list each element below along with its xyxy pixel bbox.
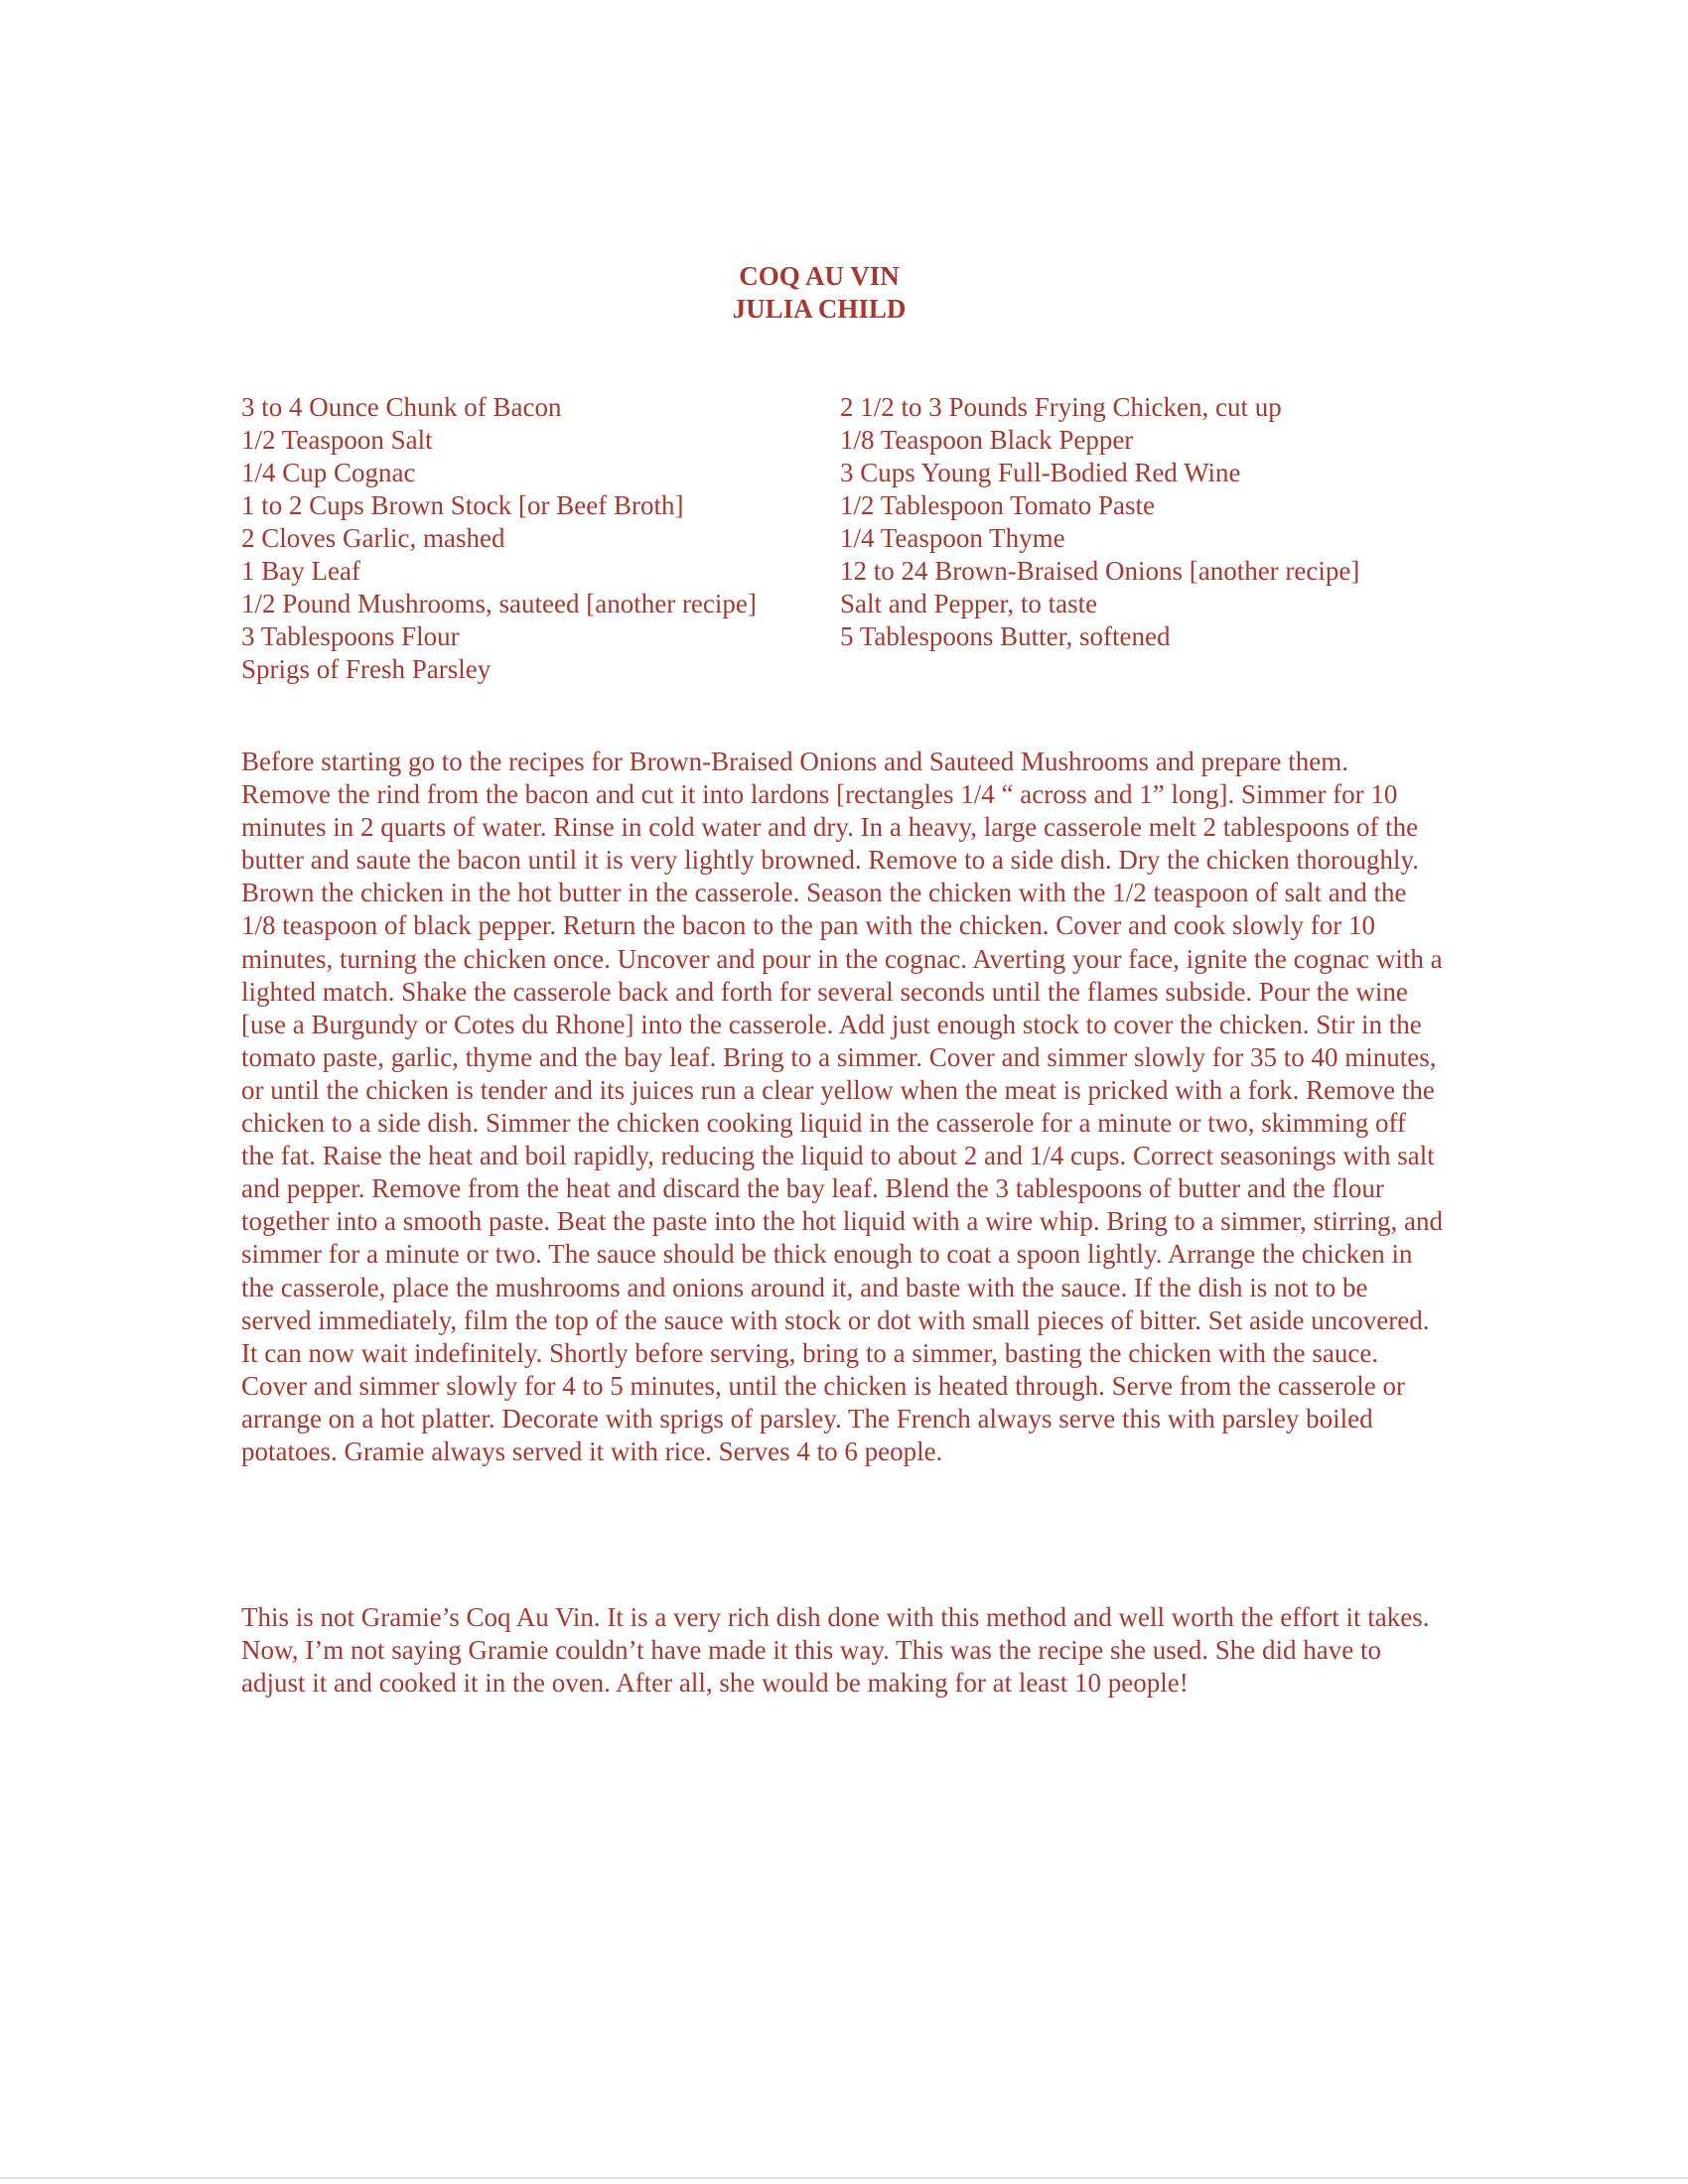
ingredient-item: 1 to 2 Cups Brown Stock [or Beef Broth] (241, 490, 684, 520)
ingredients-right-column (840, 391, 1456, 653)
ingredients-left-column (241, 391, 797, 686)
note-paragraph: This is not Gramie’s Coq Au Vin. It is a very rich dish done with this method and well worth the effort it takes. Now, I’m not saying Gramie couldn’t have made it this way. This was the recipe she used. She did have to adjust it and cooked it in the oven. After all, she would be making for at least 10 people! (241, 1602, 1430, 1699)
ingredient-item: 2 1/2 to 3 Pounds Frying Chicken, cut up (840, 392, 1282, 422)
ingredient-item: 1/2 Teaspoon Salt (241, 425, 433, 455)
ingredient-item: 1/2 Tablespoon Tomato Paste (840, 490, 1155, 520)
ingredient-item: Salt and Pepper, to taste (840, 589, 1098, 618)
ingredient-item: 1/8 Teaspoon Black Pepper (840, 425, 1134, 455)
ingredient-item: 1/2 Pound Mushrooms, sauteed [another recipe] (241, 589, 757, 618)
ingredient-item: 1/4 Teaspoon Thyme (840, 523, 1065, 553)
ingredient-item: 5 Tablespoons Butter, softened (840, 621, 1171, 651)
ingredient-item: 2 Cloves Garlic, mashed (241, 523, 505, 553)
title-block (0, 260, 1638, 326)
ingredient-item: 3 to 4 Ounce Chunk of Bacon (241, 392, 562, 422)
ingredient-item: 3 Tablespoons Flour (241, 621, 460, 651)
ingredient-item: 3 Cups Young Full-Bodied Red Wine (840, 458, 1241, 487)
ingredient-item: 1/4 Cup Cognac (241, 458, 416, 487)
ingredient-item: 1 Bay Leaf (241, 556, 360, 586)
recipe-title: COQ AU VIN (739, 261, 900, 291)
ingredient-item: 12 to 24 Brown-Braised Onions [another recipe] (840, 556, 1360, 586)
ingredient-item: Sprigs of Fresh Parsley (241, 654, 492, 684)
recipe-author: JULIA CHILD (732, 294, 907, 324)
scan-edge-line (0, 2177, 1688, 2179)
method-paragraph: Before starting go to the recipes for Brown-Braised Onions and Sauteed Mushrooms and prepare them. Remove the rind from the bacon and cut it into lardons [rectangles 1/4 “ across and 1” long]. Simmer for 10 minutes in 2 quarts of water. Rinse in cold water and dry. In a heavy, large casserole melt 2 tablespoons of the butter and saute the bacon until it is very lightly browned. Remove to a side dish. Dry the chicken thoroughly. Brown the chicken in the hot butter in the casserole. Season the chicken with the 1/2 teaspoon of salt and the 1/8 teaspoon of black pepper. Return the bacon to the pan with the chicken. Cover and cook slowly for 10 minutes, turning the chicken once. Uncover and pour in the cognac. Averting your face, ignite the cognac with a lighted match. Shake the casserole back and forth for several seconds until the flames subside. Pour the wine [use a Burgundy or Cotes du Rhone] into the casserole. Add just enough stock to cover the chicken. Stir in the tomato paste, garlic, thyme and the bay leaf. Bring to a simmer. Cover and simmer slowly for 35 to 40 minutes, or until the chicken is tender and its juices run a clear yellow when the meat is pricked with a fork. Remove the chicken to a side dish. Simmer the chicken cooking liquid in the casserole for a minute or two, skimming off the fat. Raise the heat and boil rapidly, reducing the liquid to about 2 and 1/4 cups. Correct seasonings with salt and pepper. Remove from the heat and discard the bay leaf. Blend the 3 tablespoons of butter and the flour together into a smooth paste. Beat the paste into the hot liquid with a wire whip. Bring to a simmer, stirring, and simmer for a minute or two. The sauce should be thick enough to coat a spoon lightly. Arrange the chicken in the casserole, place the mushrooms and onions around it, and baste with the sauce. If the dish is not to be served immediately, film the top of the sauce with stock or dot with small pieces of bitter. Set aside uncovered. It can now wait indefinitely. Shortly before serving, bring to a simmer, basting the chicken with the sauce. Cover and simmer slowly for 4 to 5 minutes, until the chicken is heated through. Serve from the casserole or arrange on a hot platter. Decorate with sprigs of parsley. The French always serve this with parsley boiled potatoes. Gramie always served it with rice. Serves 4 to 6 people. (241, 747, 1443, 1466)
